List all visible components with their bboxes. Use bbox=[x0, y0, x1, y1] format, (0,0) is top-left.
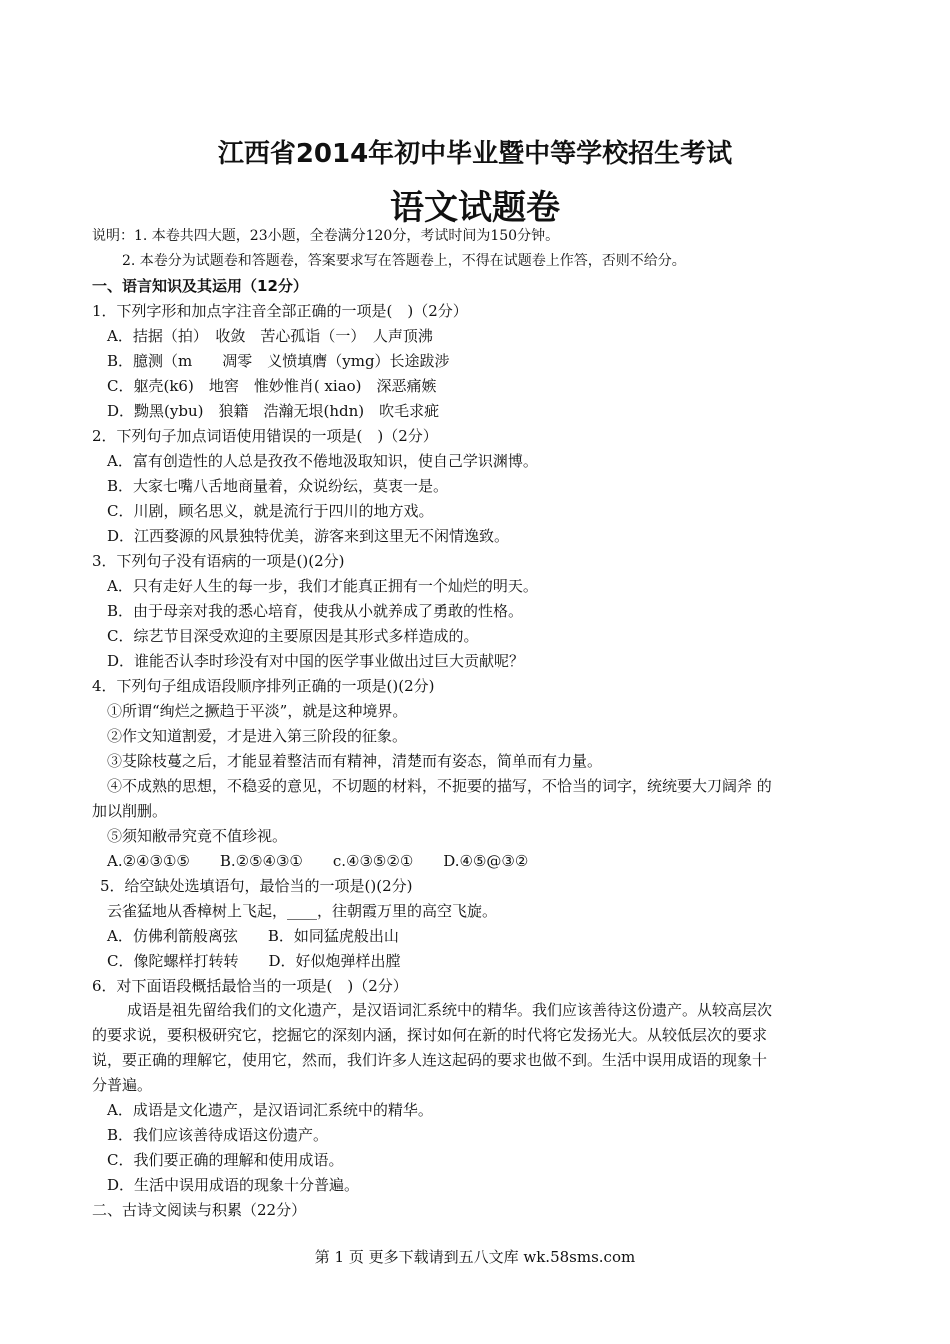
question-4-sentence-2: ②作文知道割爱，才是进入第三阶段的征象。 bbox=[107, 727, 408, 745]
question-2-option-a: A．富有创造性的人总是孜孜不倦地汲取知识，使自己学识渊博。 bbox=[107, 452, 538, 470]
instruction-line-2: 2. 本卷分为试题卷和答题卷，答案要求写在答题卷上，不得在试题卷上作答，否则不给分。 bbox=[122, 253, 686, 269]
question-5-stem: 5．给空缺处选填语句，最恰当的一项是()(2分) bbox=[100, 877, 413, 895]
question-3-option-a: A．只有走好人生的每一步，我们才能真正拥有一个灿烂的明天。 bbox=[107, 577, 538, 595]
question-1-option-a: A．拮据（拍） 收敛 苦心孤诣（一） 人声顶沸 bbox=[107, 327, 433, 345]
question-1-option-b: B．臆测（m 凋零 义愤填膺（ymg）长途跋涉 bbox=[107, 352, 450, 370]
question-4-sentence-5: ⑤须知敝帚究竟不值珍视。 bbox=[107, 827, 288, 845]
question-1-option-c: C．躯壳(k6) 地窖 惟妙惟肖( xiao) 深恶痛嫉 bbox=[107, 377, 437, 395]
question-4-sentence-1: ①所谓“绚烂之撅趋于平淡”，就是这种境界。 bbox=[107, 702, 408, 720]
question-6-passage-line-1: 成语是祖先留给我们的文化遗产，是汉语词汇系统中的精华。我们应该善待这份遗产。从较高层次 bbox=[127, 1001, 773, 1019]
question-6-passage-line-2: 的要求说，要积极研究它，挖掘它的深刻内涵，探讨如何在新的时代将它发扬光大。从较低层次的要求 bbox=[92, 1026, 768, 1044]
question-2-option-c: C．川剧，顾名思义，就是流行于四川的地方戏。 bbox=[107, 502, 434, 520]
question-3-option-d: D．谁能否认李时珍没有对中国的医学事业做出过巨大贡献呢？ bbox=[107, 652, 525, 670]
question-3-option-c: C．综艺节目深受欢迎的主要原因是其形式多样造成的。 bbox=[107, 627, 479, 645]
question-5-sentence: 云雀猛地从香樟树上飞起，____，往朝霞万里的高空飞旋。 bbox=[107, 902, 498, 920]
question-3-option-b: B．由于母亲对我的悉心培育，使我从小就养成了勇敢的性格。 bbox=[107, 602, 524, 620]
question-6-stem: 6．对下面语段概括最恰当的一项是( )（2分） bbox=[92, 977, 408, 995]
paper-subtitle: 语文试题卷 bbox=[390, 188, 560, 228]
question-6-option-c: C．我们要正确的理解和使用成语。 bbox=[107, 1151, 344, 1169]
question-4-sentence-3: ③芟除枝蔓之后，才能显着整洁而有精神，清楚而有姿态，简单而有力量。 bbox=[107, 752, 603, 770]
question-4-options: A.②④③①⑤ B.②⑤④③① c.④③⑤②① D.④⑤@③② bbox=[107, 852, 529, 870]
question-4-sentence-4: ④不成熟的思想，不稳妥的意见，不切题的材料，不扼要的描写，不恰当的词字，统统要大刀阔斧 的 bbox=[107, 777, 772, 795]
page-footer: 第 1 页 更多下载请到五八文库 wk.58sms.com bbox=[314, 1248, 636, 1266]
question-6-passage-line-4: 分普遍。 bbox=[92, 1076, 153, 1094]
question-6-option-b: B．我们应该善待成语这份遗产。 bbox=[107, 1126, 329, 1144]
question-2-stem: 2．下列句子加点词语使用错误的一项是( )（2分） bbox=[92, 427, 438, 445]
question-1-option-d: D．黝黑(ybu) 狼籍 浩瀚无垠(hdn) 吹毛求疵 bbox=[107, 402, 440, 420]
instruction-line-1: 说明：1. 本卷共四大题，23小题，全卷满分120分，考试时间为150分钟。 bbox=[92, 228, 560, 244]
question-5-options-ab: A．仿佛利箭般离弦 B．如同猛虎般出山 bbox=[107, 927, 399, 945]
section-2-heading: 二、古诗文阅读与积累（22分） bbox=[92, 1201, 307, 1219]
question-1-stem: 1．下列字形和加点字注音全部正确的一项是( )（2分） bbox=[92, 302, 468, 320]
question-4-sentence-4-cont: 加以削删。 bbox=[92, 802, 168, 820]
section-1-heading: 一、语言知识及其运用（12分） bbox=[92, 277, 308, 295]
question-6-passage-line-3: 说，要正确的理解它，使用它，然而，我们许多人连这起码的要求也做不到。生活中误用成语的现象十 bbox=[92, 1051, 768, 1069]
question-2-option-b: B．大家七嘴八舌地商量着，众说纷纭，莫衷一是。 bbox=[107, 477, 449, 495]
question-3-stem: 3．下列句子没有语病的一项是()(2分) bbox=[92, 552, 345, 570]
question-4-stem: 4．下列句子组成语段顺序排列正确的一项是()(2分) bbox=[92, 677, 435, 695]
question-6-option-d: D．生活中误用成语的现象十分普遍。 bbox=[107, 1176, 360, 1194]
question-6-option-a: A．成语是文化遗产，是汉语词汇系统中的精华。 bbox=[107, 1101, 433, 1119]
exam-title: 江西省2014年初中毕业暨中等学校招生考试 bbox=[217, 139, 733, 169]
question-2-option-d: D．江西婺源的风景独特优美，游客来到这里无不闲情逸致。 bbox=[107, 527, 510, 545]
question-5-options-cd: C．像陀螺样打转转 D．好似炮弹样出膛 bbox=[107, 952, 401, 970]
